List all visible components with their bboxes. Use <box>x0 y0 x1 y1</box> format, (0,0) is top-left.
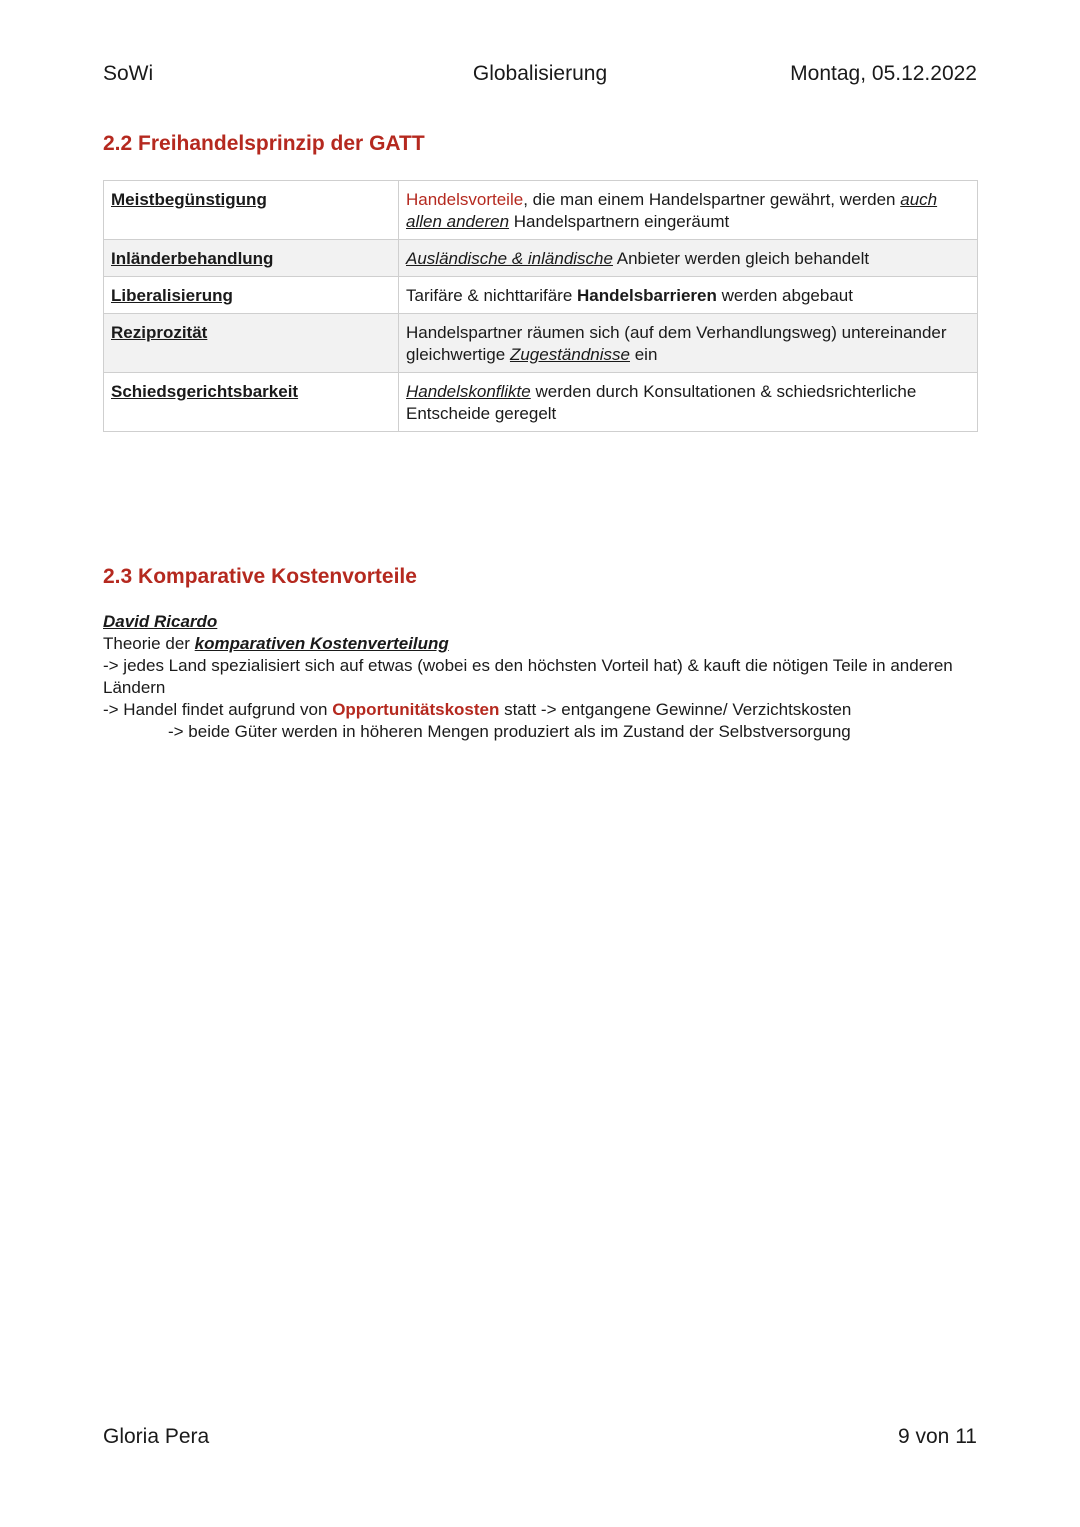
description-segment: Handelspartner räumen sich (auf dem Verhandlungsweg) untereinander gleichwertige <box>406 323 947 364</box>
comparative-advantage-notes <box>103 611 963 743</box>
principle-description <box>399 181 978 240</box>
principle-description <box>399 240 978 277</box>
specialization-line: -> jedes Land spezialisiert sich auf etwas (wobei es den höchsten Vorteil hat) & kauft die nötigen Teile in anderen Ländern <box>103 656 953 697</box>
description-segment: Handelspartnern eingeräumt <box>509 212 730 231</box>
principle-term: Liberalisierung <box>104 277 399 314</box>
section-title-gatt: 2.2 Freihandelsprinzip der GATT <box>103 132 425 155</box>
table-row <box>104 240 978 277</box>
description-segment: Handelsvorteile <box>406 190 524 209</box>
description-segment: Handelskonflikte <box>406 382 531 401</box>
footer-page-number: 9 von 11 <box>897 1425 977 1448</box>
principle-term: Meistbegünstigung <box>104 181 399 240</box>
description-segment: werden abgebaut <box>716 286 853 305</box>
description-segment: , die man einem Handelspartner gewährt, werden <box>523 190 901 209</box>
principle-description <box>399 314 978 373</box>
author-line <box>103 611 963 633</box>
author-name: David Ricardo <box>103 612 218 631</box>
footer-author: Gloria Pera <box>103 1425 210 1448</box>
theory-prefix: Theorie der <box>103 634 195 653</box>
section-title-comparative: 2.3 Komparative Kostenvorteile <box>103 565 417 588</box>
opportunity-cost-line <box>103 699 963 721</box>
table-row <box>104 277 978 314</box>
principle-description <box>399 373 978 432</box>
page-header <box>103 62 977 92</box>
header-topic: Globalisierung <box>472 62 608 85</box>
opportunity-prefix: -> Handel findet aufgrund von <box>103 700 333 719</box>
theory-name: komparativen Kostenverteilung <box>194 634 449 653</box>
description-segment: Anbieter werden gleich behandelt <box>612 249 870 268</box>
principle-term: Reziprozität <box>104 314 399 373</box>
gatt-principles-table <box>103 180 978 432</box>
table-row <box>104 314 978 373</box>
opportunity-suffix: statt -> entgangene Gewinne/ Verzichtskosten <box>499 700 852 719</box>
description-segment: Tarifäre & nichttarifäre <box>406 286 578 305</box>
principle-term: Schiedsgerichtsbarkeit <box>104 373 399 432</box>
description-segment: Ausländische & inländische <box>406 249 613 268</box>
principle-description <box>399 277 978 314</box>
header-date: Montag, 05.12.2022 <box>790 62 977 85</box>
description-segment: Zugeständnisse <box>509 345 630 364</box>
principle-term: Inländerbehandlung <box>104 240 399 277</box>
production-line: -> beide Güter werden in höheren Mengen produziert als im Zustand der Selbstversorgung <box>168 722 851 741</box>
theory-line <box>103 633 963 655</box>
description-segment: werden durch Konsultationen & schiedsrichterliche Entscheide geregelt <box>406 382 917 423</box>
description-segment: auch allen anderen <box>406 190 938 231</box>
opportunity-keyword: Opportunitätskosten <box>332 700 500 719</box>
header-subject: SoWi <box>103 62 154 85</box>
table-row <box>104 181 978 240</box>
description-segment: Handelsbarrieren <box>577 286 717 305</box>
description-segment: ein <box>629 345 658 364</box>
table-row <box>104 373 978 432</box>
